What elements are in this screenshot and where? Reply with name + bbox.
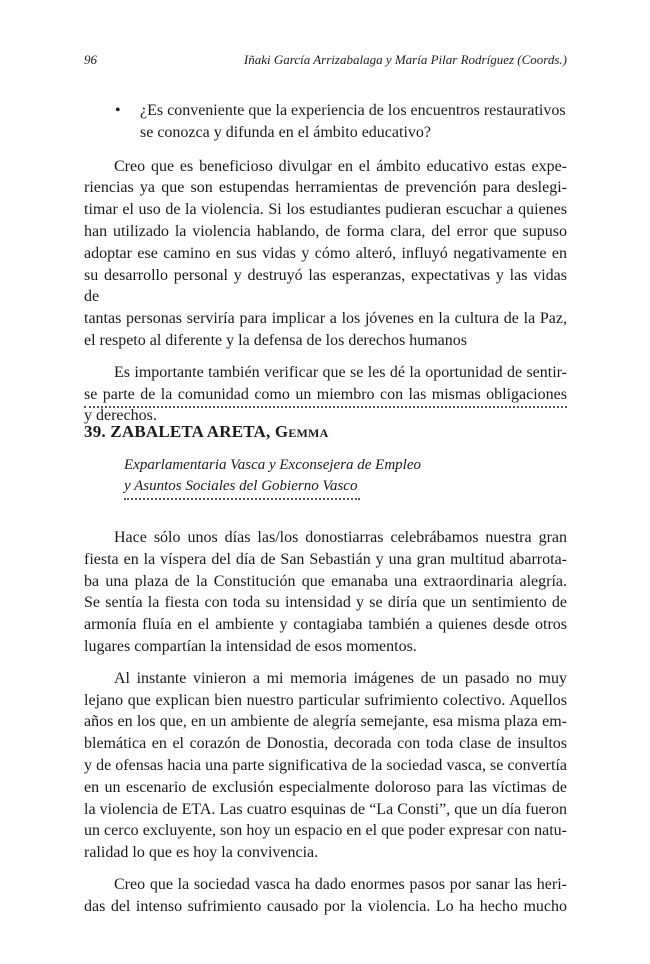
running-header bbox=[84, 52, 567, 68]
affiliation-line: Exparlamentaria Vasca y Exconsejera de Empleo bbox=[124, 457, 422, 473]
paragraph-line: das del intenso sufrimiento causado por la violencia. Lo ha hecho mucho bbox=[84, 897, 567, 915]
paragraph-line: blemática en el corazón de Donostia, decorada con toda clase de insultos bbox=[84, 735, 567, 753]
bullet-text bbox=[140, 100, 567, 144]
author-affiliation bbox=[124, 455, 421, 497]
paragraph-line: tantas personas serviría para implicar a los jóvenes en la cultura de la Paz, bbox=[84, 310, 567, 328]
affiliation-divider bbox=[124, 498, 360, 500]
paragraph-line: lejano que explican bien nuestro particular sufrimiento colectivo. Aquellos bbox=[84, 691, 567, 709]
paragraph-line: fiesta en la víspera del día de San Sebastián y una gran multitud abarrota- bbox=[84, 550, 567, 568]
paragraph-line: y derechos. bbox=[84, 407, 157, 425]
paragraph-line: Creo que es beneficioso divulgar en el ámbito educativo estas expe- bbox=[114, 157, 567, 175]
bullet-glyph: • bbox=[115, 102, 121, 119]
paragraph-line: en un escenario de exclusión especialmente doloroso para las víctimas de bbox=[84, 778, 567, 796]
paragraph-line: años en los que, en un ambiente de alegría semejante, esa misma plaza em- bbox=[84, 713, 567, 731]
paragraph bbox=[84, 527, 567, 658]
paragraph-line: armonía fluía en el ambiente y contagiaba también a quienes desde otros bbox=[84, 616, 567, 634]
bullet-line: ¿Es conveniente que la experiencia de los encuentros restaurativos bbox=[140, 102, 566, 119]
top-text-block bbox=[84, 100, 567, 427]
paragraph-line: ralidad lo que es hoy la convivencia. bbox=[84, 844, 319, 862]
paragraph bbox=[84, 668, 567, 864]
paragraph-line: la violencia de ETA. Las cuatro esquinas de “La Consti”, que un día fueron bbox=[84, 800, 567, 818]
paragraph bbox=[84, 874, 567, 918]
paragraph bbox=[84, 156, 567, 352]
bottom-text-block bbox=[84, 527, 567, 918]
paragraph-line: se parte de la comunidad como un miembro con las mismas obligaciones bbox=[84, 385, 567, 403]
section-heading-main: 39. ZABALETA ARETA, bbox=[84, 422, 275, 441]
paragraph-line: lugares compartían la intensidad de esos momentos. bbox=[84, 637, 417, 655]
paragraph-line: Se sentía la fiesta con toda su intensidad y se diría que un sentimiento de bbox=[84, 594, 567, 612]
paragraph-line: y de ofensas hacia una parte significativa de la sociedad vasca, se convertía bbox=[84, 756, 567, 774]
section-heading-given-name: Gemma bbox=[274, 422, 329, 441]
section-heading bbox=[84, 422, 328, 442]
paragraph bbox=[84, 362, 567, 427]
paragraph-line: timar el uso de la violencia. Si los estudiantes pudieran escuchar a quienes bbox=[84, 201, 567, 219]
paragraph-line: han utilizado la violencia hablando, de forma clara, del error que supuso bbox=[84, 222, 567, 240]
paragraph-line: Es importante también verificar que se les dé la oportunidad de sentir- bbox=[114, 363, 567, 381]
paragraph-line: un cerco excluyente, son hoy un espacio en el que poder expresar con natu- bbox=[84, 822, 567, 840]
paragraph-line: su desarrollo personal y destruyó las esperanzas, expectativas y las vidas de bbox=[84, 266, 567, 306]
paragraph-line: ba una plaza de la Constitución que emanaba una extraordinaria alegría. bbox=[84, 572, 567, 590]
paragraph-line: el respeto al diferente y la defensa de los derechos humanos bbox=[84, 331, 467, 349]
page-number: 96 bbox=[84, 52, 97, 67]
paragraph-line: Al instante vinieron a mi memoria imágenes de un pasado no muy bbox=[114, 669, 567, 687]
paragraph-line: riencias ya que son estupendas herramientas de prevención para deslegi- bbox=[84, 179, 567, 197]
paragraph-line: adoptar ese camino en sus vidas y cómo alteró, influyó negativamente en bbox=[84, 244, 567, 262]
running-title: Iñaki García Arrizabalaga y María Pilar Rodríguez (Coords.) bbox=[243, 52, 567, 67]
section-divider bbox=[84, 406, 567, 408]
paragraph-line: Hace sólo unos días las/los donostiarras celebrábamos nuestra gran bbox=[114, 529, 567, 546]
bullet-line: se conozca y difunda en el ámbito educativo? bbox=[140, 123, 431, 141]
paragraph-line: Creo que la sociedad vasca ha dado enormes pasos por sanar las heri- bbox=[114, 875, 567, 893]
affiliation-line: y Asuntos Sociales del Gobierno Vasco bbox=[124, 478, 358, 494]
bullet-list-item bbox=[84, 100, 567, 144]
